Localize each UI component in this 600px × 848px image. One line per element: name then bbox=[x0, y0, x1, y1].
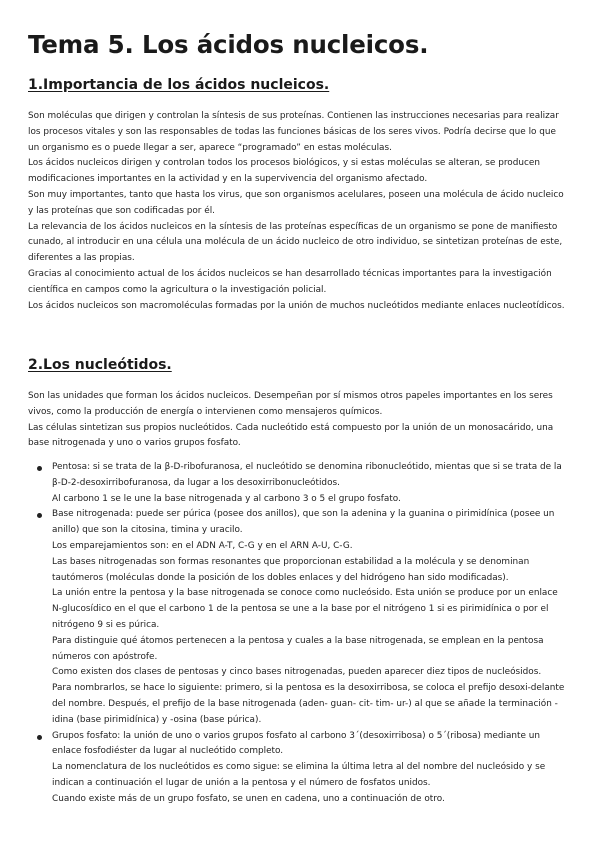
list-item-grupos-fosfato bbox=[52, 729, 568, 808]
list-item-line: Base nitrogenada: puede ser púrica (posee dos anillos), que son la adenina y la guanina o pirimidínica (posee un anillo) que son la citosina, timina y uracilo. bbox=[52, 509, 555, 536]
paragraph: Los ácidos nucleicos son macromoléculas formadas por la unión de muchos nucleótidos mediante enlaces nucleotídicos. bbox=[28, 300, 565, 311]
list-item-base-nitrogenada bbox=[52, 507, 568, 728]
list-item-pentosa bbox=[52, 460, 568, 507]
section-heading-nucleotidos: 2.Los nucleótidos. bbox=[28, 357, 172, 373]
paragraph: Las células sintetizan sus propios nucleótidos. Cada nucleótido está compuesto por la unión de un monosacárido, una base nitrogenada y uno o varios grupos fosfato. bbox=[28, 422, 554, 449]
section-nucleotidos-body bbox=[28, 389, 568, 452]
list-item-line: Las bases nitrogenadas son formas resonantes que proporcionan estabilidad a la molécula y se denominan tautómeros (moléculas donde la posición de los dobles enlaces y del hidrógeno han sido modificadas). bbox=[52, 556, 530, 583]
list-item-line: Como existen dos clases de pentosas y cinco bases nitrogenadas, pueden aparecer diez tipos de nucleósidos. bbox=[52, 667, 542, 678]
component-list bbox=[52, 460, 568, 808]
list-item-line: Para distinguie qué átomos pertenecen a la pentosa y cuales a la base nitrogenada, se emplean en la pentosa números con apóstrofe. bbox=[52, 635, 544, 662]
paragraph: Gracias al conocimiento actual de los ácidos nucleicos se han desarrollado técnicas importantes para la investigación científica en campos como la agricultura o la investigación policial. bbox=[28, 268, 552, 295]
section-heading-importancia: 1.Importancia de los ácidos nucleicos. bbox=[28, 77, 330, 93]
paragraph: La relevancia de los ácidos nucleicos en la síntesis de las proteínas específicas de un organismo se pone de manifiesto cunado, al introducir en una célula una molécula de un ácido nucleico de otro individuo, se sintetizan proteínas de este, diferentes a las propias. bbox=[28, 221, 563, 264]
paragraph: Los ácidos nucleicos dirigen y controlan todos los procesos biológicos, y si estas moléculas se alteran, se producen modificaciones importantes en la actividad y en la supervivencia del organismo afectado. bbox=[28, 158, 540, 185]
list-item-line: Pentosa: si se trata de la β-D-ribofuranosa, el nucleótido se denomina ribonucleótido, mientas que si se trata de la β-D-2-desoxirribofuranosa, da lugar a los desoxirribonucleótidos. bbox=[52, 462, 562, 488]
paragraph: Son las unidades que forman los ácidos nucleicos. Desempeñan por sí mismos otros papeles importantes en los seres vivos, como la producción de energía o intervienen como mensajeros químicos. bbox=[28, 391, 553, 417]
page-title: Tema 5. Los ácidos nucleicos. bbox=[28, 30, 429, 59]
list-item-line: Al carbono 1 se le une la base nitrogenada y al carbono 3 o 5 el grupo fosfato. bbox=[52, 493, 401, 504]
list-item-line: La nomenclatura de los nucleótidos es como sigue: se elimina la última letra al del nombre del nucleósido y se indican a continuación el lugar de unión a la pentosa y el número de fosfatos unidos. bbox=[52, 762, 546, 788]
paragraph: Son moléculas que dirigen y controlan la síntesis de sus proteínas. Contienen las instrucciones necesarias para realizar los procesos vitales y son las responsables de todas las funciones básicas de los seres vivos. Podría decirse que lo que un organismo es o puede llegar a ser, aparece “programado” en estas moléculas. bbox=[28, 111, 559, 153]
list-item-line: Los emparejamientos son: en el ADN A-T, C-G y en el ARN A-U, C-G. bbox=[52, 540, 353, 551]
list-item-line: Para nombrarlos, se hace lo siguiente: primero, si la pentosa es la desoxirribosa, se coloca el prefijo desoxi-delante del nombre. Después, el prefijo de la base nitrogenada (aden- guan- cit- tim- ur-) al que se añade la terminación -idina (base pirimidínica) y -osina (base púrica). bbox=[52, 683, 565, 725]
paragraph: Son muy importantes, tanto que hasta los virus, que son organismos acelulares, poseen una molécula de ácido nucleico y las proteínas que son codificadas por él. bbox=[28, 189, 564, 216]
list-item-line: Grupos fosfato: la unión de uno o varios grupos fosfato al carbono 3´(desoxirribosa) o 5´(ribosa) mediante un enlace fosfodiéster da lugar al nucleótido completo. bbox=[52, 730, 541, 757]
list-item-line: La unión entre la pentosa y la base nitrogenada se conoce como nucleósido. Esta unión se produce por un enlace N-glucosídico en el que el carbono 1 de la pentosa se une a la base por el nitrógeno 1 si es pirimidínica o por el nitrógeno 9 si es púrica. bbox=[52, 588, 558, 630]
list-item-line: Cuando existe más de un grupo fosfato, se unen en cadena, uno a continuación de otro. bbox=[52, 793, 445, 804]
section-importancia-body bbox=[28, 109, 568, 314]
